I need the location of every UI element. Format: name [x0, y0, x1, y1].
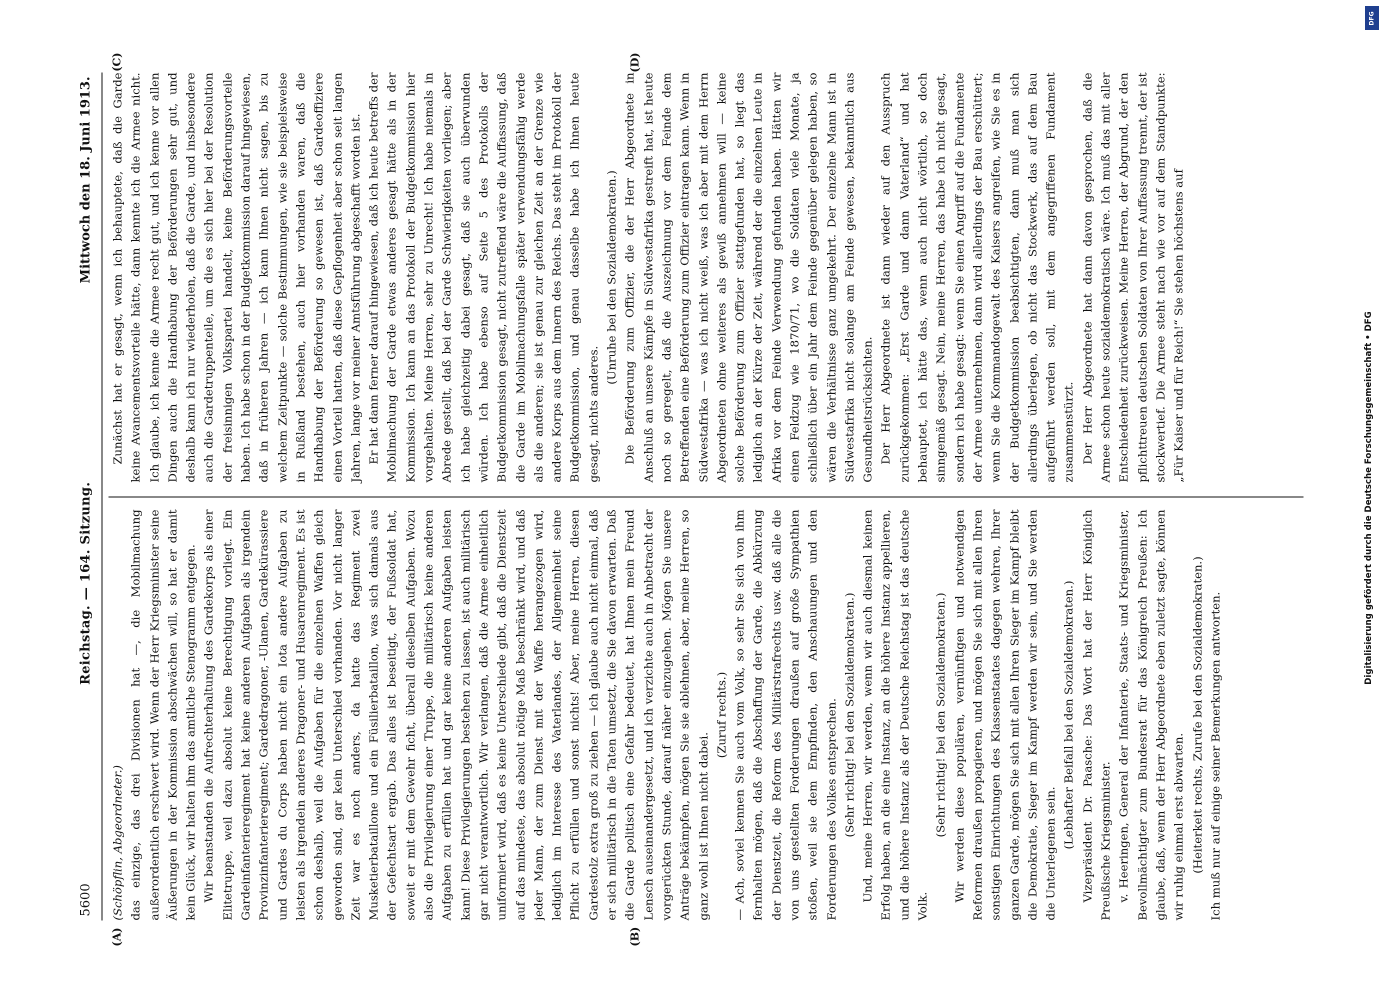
text-columns: [108, 52, 1303, 947]
paragraph: (Sehr richtig! bei den Sozialdemokraten.): [841, 592, 856, 838]
session-date: Mittwoch den 18. Juni 1913.: [78, 76, 93, 284]
paragraph: Und, meine Herren, wir werden, wenn wir auch diesmal keinen Erfolg haben, an die eine Instanz, an die höhere Instanz appellieren, und die höhere Instanz als der Deutsche Reichstag ist das deutsche Volk.: [860, 509, 930, 921]
paragraph: v. Heeringen, General der Infanterie, Staats- und Kriegsminister, Bevollmächtigter zum Bundesrat für das Königreich Preußen: Ich glaube, daß, wenn der Herr Abgeordnete eben zuletzt sagte, können wir ruhig einmal erst abwarten.: [1116, 509, 1186, 921]
paragraph: Der Herr Abgeordnete hat dann davon gesprochen, daß die Armee schon heute sozialdemokratisch wäre. Ich muß das mit aller Entschiedenheit zurückweisen. Meine Herren, der Abgrund, der den pflichttreuen deutschen Soldaten von Ihrer Auffassung trennt, der ist stockwertief. Die Armee steht nach wie vor auf dem Standpunkte: „Für Kaiser und für Reich!“ Sie stehen höchstens auf: [1079, 72, 1186, 483]
paragraph: — Ach, soviel kennen Sie auch vom Volk, so sehr Sie sich von ihm fernhalten mögen, daß die Abschaffung der Garde, die Abkürzung der Dienstzeit, die Reform des Militärstrafrechts usw. daß alle die von uns gestellten Forderungen draußen auf große Sympathien stoßen, weil sie dem Empfinden, den Anschauungen und den Forderungen des Volkes entsprechen.: [732, 509, 838, 921]
dfg-logo: DFG: [1365, 6, 1379, 30]
paragraph: (Unruhe bei den Sozialdemokraten.): [604, 170, 619, 385]
page-number: 5600: [78, 883, 93, 917]
digitization-credit-text: Digitalisierung gefördert durch die Deutsche Forschungsgemeinschaft • DFG: [1364, 311, 1374, 685]
paragraph: Ich muß nur auf einige seiner Bemerkungen antworten.: [1207, 591, 1222, 921]
paragraph: (Sehr richtig! bei den Sozialdemokraten.): [933, 592, 948, 838]
margin-marker-a: (A): [110, 927, 123, 947]
paragraph: Zunächst hat er gesagt, wenn ich behauptete, daß die Garde keine Avancementsvorteile hätte, dann kennte ich die Armee nicht. Ich glaube, ich kenne die Armee recht gut, und ich kenne vor allen Dingen auch die Handhabung der Beförderungen sehr gut, und deshalb kann ich nur wiederholen, daß die Garde, und insbesondere auch die Gardetruppenteile, um die es sich hier bei der Resolution der freisinnigen Volkspartei handelt, keine Beförderungsvorteile haben. Ich habe schon in der Budgetkommission darauf hingewiesen, daß in früheren Jahren — ich kann Ihnen nicht sagen, bis zu welchem Zeitpunkte — solche Bestimmungen, wie sie beispielsweise in Rußland bestehen, auch hier vorhanden waren, daß die Handhabung der Beförderung so gewesen ist, daß Gardeoffiziere einen Vorteil hatten, daß diese Gepflogenheit aber schon seit langen Jahren, lange vor meiner Amtsführung abgeschafft worden ist.: [110, 72, 362, 483]
paragraph: Vizepräsident Dr. Paasche: Das Wort hat der Herr Königlich Preußische Kriegsminister.: [1079, 509, 1113, 921]
session-title: Reichstag. — 164. Sitzung.: [78, 481, 93, 685]
newspaper-page: [64, 51, 1319, 951]
left-column: [108, 497, 1303, 921]
page-header: [78, 73, 102, 921]
paragraph: (Schöpflin, Abgeordneter.): [110, 765, 124, 921]
margin-marker-b: (B): [628, 926, 641, 947]
margin-marker-d: (D): [628, 52, 641, 73]
paragraph: das einzige, das drei Divisionen hat —, die Mobilmachung außerordentlich erschwert wird. Wenn der Herr Kriegsminister seine Äußerungen in der Kommission abschwächen will, so hat er damit kein Glück, wir halten ihm das amtliche Stenogramm entgegen.: [128, 509, 198, 921]
paragraph: (Zuruf rechts.): [713, 671, 728, 759]
paragraph: Der Herr Abgeordnete ist dann wieder auf den Ausspruch zurückgekommen: „Erst Garde und dann Vaterland“ und hat behauptet, ich hätte das, wenn auch nicht wörtlich, so doch sinngemäß gesagt. Nein, meine Herren, das habe ich nicht gesagt, sondern ich habe gesagt: wenn Sie einen Angriff auf die Fundamente der Armee unternehmen, dann wird allerdings der Bau erschüttert; wenn Sie die Kommandogewalt des Kaisers angreifen, wie Sie es in der Budgetkommission beabsichtigten, dann muß man sich allerdings überlegen, ob nicht das Stockwerk, das auf dem Bau aufgeführt werden soll, mit dem angegriffenen Fundament zusammenstürzt.: [878, 72, 1076, 483]
paragraph: Wir beanstanden die Aufrechterhaltung des Gardekorps als einer Elitetruppe, weil dazu absolut keine Berechtigung vorliegt. Ein Gardeinfanterieregiment hat keine anderen Aufgaben als irgendein Provinzinfanterieregiment; Gardedragoner, -Ulanen, Gardekürassiere und Gardes du Corps haben nicht ein Iota andere Aufgaben zu leisten als irgendein anderes Dragoner- und Husarenregiment. Es ist schon deshalb, weil die Aufgaben für die einzelnen Waffen gleich geworden sind, gar kein Unterschied vorhanden. Vor nicht langer Zeit war es noch anders, da hatte das Regiment zwei Musketierbataillone und ein Füsilierbataillon, was sich damals aus der Gefechtsart ergab. Das alles ist beseitigt, der Fußsoldat hat, soweit er mit dem Gewehr ficht, überall dieselben Aufgaben. Wozu also die Privilegierung einer Truppe, die militärisch keine anderen Aufgaben zu erfüllen hat und gar keine anderen Aufgaben leisten kann! Diese Privilegierungen bestehen zu lassen, ist auch militärisch gar nicht verantwortlich. Wir verlangen, daß die Armee einheitlich uniformiert wird, daß es keine Unterschiede gibt, daß die Dienstzeit auf das mindeste, das absolut nötige Maß beschränkt wird, und daß jeder Mann, der zum Dienst mit der Waffe herangezogen wird, lediglich im Interesse des Vaterlandes, der Allgemeinheit seine Pflicht zu erfüllen und sonst nichts! Aber, meine Herren, diesen Gardestolz extra groß zu ziehen — ich glaube auch nicht einmal, daß er sich militärisch in die Taten umsetzt, die Sie davon erwarten. Daß die Garde politisch eine Gefahr bedeutet, hat Ihnen mein Freund Lensch auseinandergesetzt, und ich verzichte auch in Anbetracht der vorgerückten Stunde, darauf näher einzugehen. Mögen Sie unsere Anträge bekämpfen, mögen Sie sie ablehnen, aber, meine Herren, so ganz wohl ist Ihnen nicht dabei.: [201, 509, 710, 921]
paragraph: Die Beförderung zum Offizier, die der Herr Abgeordnete in Anschluß an unsere Kämpfe in Südwestafrika gestreift hat, ist heute noch so geregelt, daß die Auszeichnung vor dem Feinde dem Betreffenden eine Beförderung zum Offizier eintragen kann. Wenn in Südwestafrika — was ich nicht weiß, was ich aber mit dem Herrn Abgeordneten ohne weiteres als gewiß annehmen will — keine solche Beförderung zum Offizier stattgefunden hat, so liegt das lediglich an der Kürze der Zeit, während der die einzelnen Leute in Afrika vor dem Feinde Verwendung gefunden haben. Hätten wir einen Feldzug wie 1870/71, wo die Soldaten viele Monate, ja schließlich über ein Jahr dem Feinde gegenüber gelegen haben, so wären die Verhältnisse ganz umgekehrt. Der einzelne Mann ist in Südwestafrika nicht solange am Feinde gewesen, bekanntlich aus Gesundheitsrücksichten.: [622, 72, 875, 483]
paragraph: (Heiterkeit rechts, Zurufe bei den Sozialdemokraten.): [1189, 556, 1204, 874]
margin-marker-c: (C): [110, 52, 123, 72]
right-column: [108, 73, 1303, 497]
digitization-credit: [1361, 24, 1377, 974]
paragraph: Wir werden diese populären, vernünftigen und notwendigen Reformen draußen propagieren, und mögen Sie sich mit allen Ihren sonstigen Einrichtungen des Klassenstaates dagegen wehren, Ihrer ganzen Garde, mögen Sie sich mit allen Ihren Sieger im Kampf bleibt die Demokratie, Sieger im Kampf werden wir sein, und Sie werden die Unterlegenen sein.: [951, 509, 1058, 921]
paragraph: Er hat dann ferner darauf hingewiesen, daß ich heute betreffs der Mobilmachung der Garde etwas anderes gesagt hätte als in der Kommission. Ich kann an das Protokoll der Budgetkommission hier vorgehalten. Meine Herren, sehr zu Unrecht! Ich habe niemals in Abrede gestellt, daß bei der Garde Schwierigkeiten vorliegen; aber ich habe gleichzeitig dabei gesagt, daß sie auch überwunden würden. Ich habe ebenso auf Seite 5 des Protokolls der Budgetkommission gesagt, nicht zutreffend wäre die Auffassung, daß die Garde im Mobilmachungsfalle später verwendungsfähig werde als die anderen; sie ist genau zur gleichen Zeit an der Grenze wie andere Korps aus dem Innern des Reichs. Das steht im Protokoll der Budgetkommission, und genau dasselbe habe ich Ihnen heute gesagt, nichts anderes.: [366, 72, 600, 483]
paragraph: (Lebhafter Beifall bei den Sozialdemokraten.): [1061, 580, 1076, 850]
